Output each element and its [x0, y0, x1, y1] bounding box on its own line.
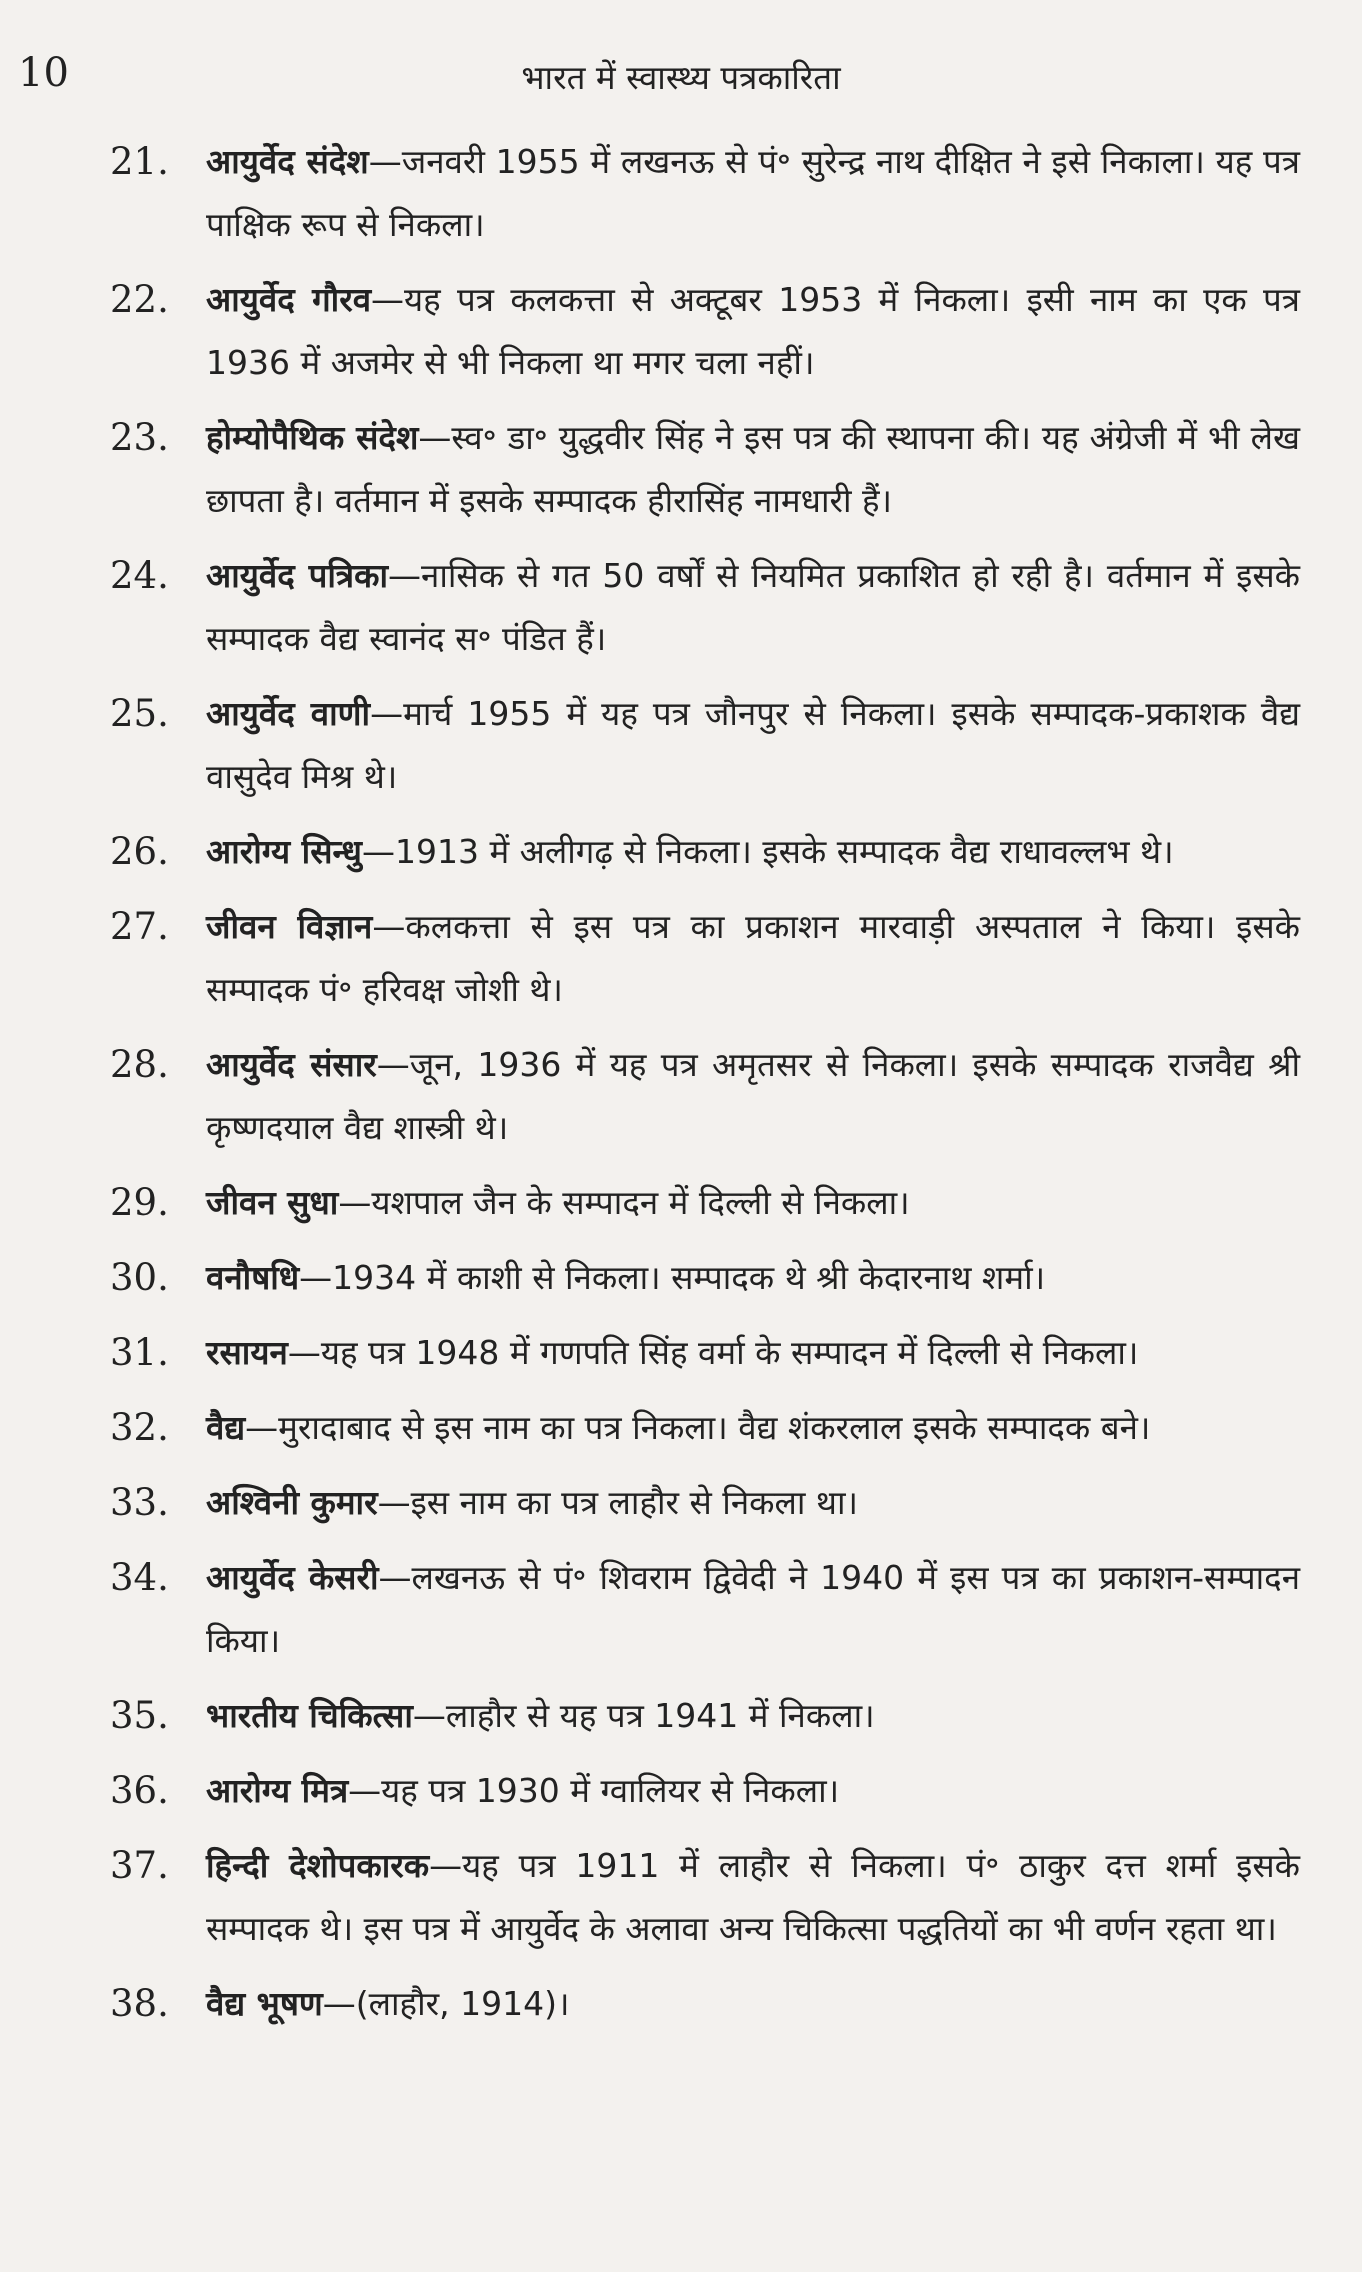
entry-title: आयुर्वेद पत्रिका	[206, 556, 389, 595]
list-item	[110, 1972, 1300, 2035]
entry-title: आयुर्वेद केसरी	[206, 1558, 379, 1597]
entry-title: वैद्य भूषण	[206, 1984, 323, 2023]
entry-title: वनौषधि	[206, 1258, 300, 1297]
entry-number: 28.	[110, 1043, 169, 1086]
entry-number: 31.	[110, 1331, 169, 1374]
entry-body	[206, 1033, 1300, 1159]
entry-number: 34.	[110, 1556, 169, 1599]
entry-body	[206, 1246, 1300, 1309]
entry-number: 36.	[110, 1769, 169, 1812]
list-item	[110, 1684, 1300, 1747]
entry-title: आरोग्य मित्र	[206, 1771, 349, 1810]
entry-number: 33.	[110, 1481, 169, 1524]
entry-title: जीवन सुधा	[206, 1183, 339, 1222]
list-item	[110, 1033, 1300, 1159]
entry-text: —यशपाल जैन के सम्पादन में दिल्ली से निकला।	[338, 1183, 910, 1222]
entry-title: आयुर्वेद वाणी	[206, 694, 371, 733]
entry-body	[206, 1759, 1300, 1822]
entry-title: वैद्य	[206, 1408, 246, 1447]
entry-body	[206, 406, 1300, 532]
entry-number: 30.	[110, 1256, 169, 1299]
running-head: भारत में स्वास्थ्य पत्रकारिता	[521, 58, 841, 97]
entry-number: 22.	[110, 278, 169, 321]
entry-text: —यह पत्र 1911 में लाहौर से निकला। पं॰ ठाकुर दत्त शर्मा इसके सम्पादक थे। इस पत्र में आयुर्वेद के अलावा अन्य चिकित्सा पद्धतियों का भी वर्णन रहता था।	[206, 1846, 1301, 1948]
entry-body	[206, 1321, 1300, 1384]
entry-body	[206, 1834, 1300, 1960]
entry-text: —इस नाम का पत्र लाहौर से निकला था।	[377, 1483, 859, 1522]
entry-body	[206, 1396, 1300, 1459]
entry-number: 25.	[110, 692, 169, 735]
list-item	[110, 130, 1300, 256]
list-item	[110, 1471, 1300, 1534]
entry-number: 29.	[110, 1181, 169, 1224]
entry-text: —मुरादाबाद से इस नाम का पत्र निकला। वैद्य शंकरलाल इसके सम्पादक बने।	[245, 1408, 1151, 1447]
entry-body	[206, 1546, 1300, 1672]
entry-body	[206, 1171, 1300, 1234]
list-item	[110, 406, 1300, 532]
list-item	[110, 544, 1300, 670]
entry-number: 38.	[110, 1982, 169, 2025]
list-item	[110, 1759, 1300, 1822]
entry-body	[206, 1972, 1300, 2035]
entry-number: 27.	[110, 905, 169, 948]
entry-text: —कलकत्ता से इस पत्र का प्रकाशन मारवाड़ी अस्पताल ने किया। इसके सम्पादक पं॰ हरिवक्ष जोशी थे।	[206, 907, 1300, 1009]
list-item	[110, 1321, 1300, 1384]
list-item	[110, 682, 1300, 808]
entry-body	[206, 1684, 1300, 1747]
entry-text: —लखनऊ से पं॰ शिवराम द्विवेदी ने 1940 में इस पत्र का प्रकाशन-सम्पादन किया।	[206, 1558, 1301, 1660]
entry-title: जीवन विज्ञान	[206, 907, 373, 946]
list-item	[110, 1834, 1300, 1960]
entry-body	[206, 820, 1300, 883]
entry-text: —मार्च 1955 में यह पत्र जौनपुर से निकला। इसके सम्पादक-प्रकाशक वैद्य वासुदेव मिश्र थे।	[206, 694, 1300, 796]
entry-text: —जनवरी 1955 में लखनऊ से पं॰ सुरेन्द्र नाथ दीक्षित ने इसे निकाला। यह पत्र पाक्षिक रूप से निकला।	[206, 142, 1301, 244]
entry-text: —(लाहौर, 1914)।	[322, 1984, 570, 2023]
entry-title: आयुर्वेद संसार	[206, 1045, 377, 1084]
entry-title: हिन्दी देशोपकारक	[206, 1846, 430, 1885]
entry-title: आयुर्वेद संदेश	[206, 142, 369, 181]
entry-title: होम्योपैथिक संदेश	[206, 418, 419, 457]
entry-body	[206, 682, 1300, 808]
entry-text: —जून, 1936 में यह पत्र अमृतसर से निकला। इसके सम्पादक राजवैद्य श्री कृष्णदयाल वैद्य शास्त्री थे।	[206, 1045, 1300, 1147]
entry-number: 26.	[110, 830, 169, 873]
entry-text: —1934 में काशी से निकला। सम्पादक थे श्री केदारनाथ शर्मा।	[299, 1258, 1046, 1297]
list-item	[110, 1546, 1300, 1672]
entry-title: भारतीय चिकित्सा	[206, 1696, 413, 1735]
list-item	[110, 268, 1300, 394]
entry-title: अश्विनी कुमार	[206, 1483, 378, 1522]
page-number: 10	[18, 50, 69, 96]
entry-title: रसायन	[206, 1333, 288, 1372]
entry-text: —यह पत्र 1948 में गणपति सिंह वर्मा के सम्पादन में दिल्ली से निकला।	[287, 1333, 1139, 1372]
entry-number: 24.	[110, 554, 169, 597]
entry-number: 32.	[110, 1406, 169, 1449]
entry-number: 23.	[110, 416, 169, 459]
entry-body	[206, 895, 1300, 1021]
journal-list	[110, 130, 1300, 2047]
list-item	[110, 1246, 1300, 1309]
list-item	[110, 1396, 1300, 1459]
entry-text: —1913 में अलीगढ़ से निकला। इसके सम्पादक वैद्य राधावल्लभ थे।	[361, 832, 1174, 871]
entry-body	[206, 268, 1300, 394]
entry-body	[206, 130, 1300, 256]
entry-text: —यह पत्र कलकत्ता से अक्टूबर 1953 में निकला। इसी नाम का एक पत्र 1936 में अजमेर से भी निकला था मगर चला नहीं।	[206, 280, 1300, 382]
entry-title: आयुर्वेद गौरव	[206, 280, 372, 319]
entry-body	[206, 544, 1300, 670]
entry-number: 35.	[110, 1694, 169, 1737]
entry-text: —लाहौर से यह पत्र 1941 में निकला।	[412, 1696, 875, 1735]
entry-body	[206, 1471, 1300, 1534]
entry-text: —स्व॰ डा॰ युद्धवीर सिंह ने इस पत्र की स्थापना की। यह अंग्रेजी में भी लेख छापता है। वर्तमान में इसके सम्पादक हीरासिंह नामधारी हैं।	[206, 418, 1300, 520]
entry-title: आरोग्य सिन्धु	[206, 832, 362, 871]
entry-number: 21.	[110, 140, 169, 183]
entry-text: —यह पत्र 1930 में ग्वालियर से निकला।	[348, 1771, 840, 1810]
list-item	[110, 895, 1300, 1021]
list-item	[110, 820, 1300, 883]
entry-text: —नासिक से गत 50 वर्षों से नियमित प्रकाशित हो रही है। वर्तमान में इसके सम्पादक वैद्य स्वानंद स॰ पंडित हैं।	[206, 556, 1300, 658]
entry-number: 37.	[110, 1844, 169, 1887]
list-item	[110, 1171, 1300, 1234]
